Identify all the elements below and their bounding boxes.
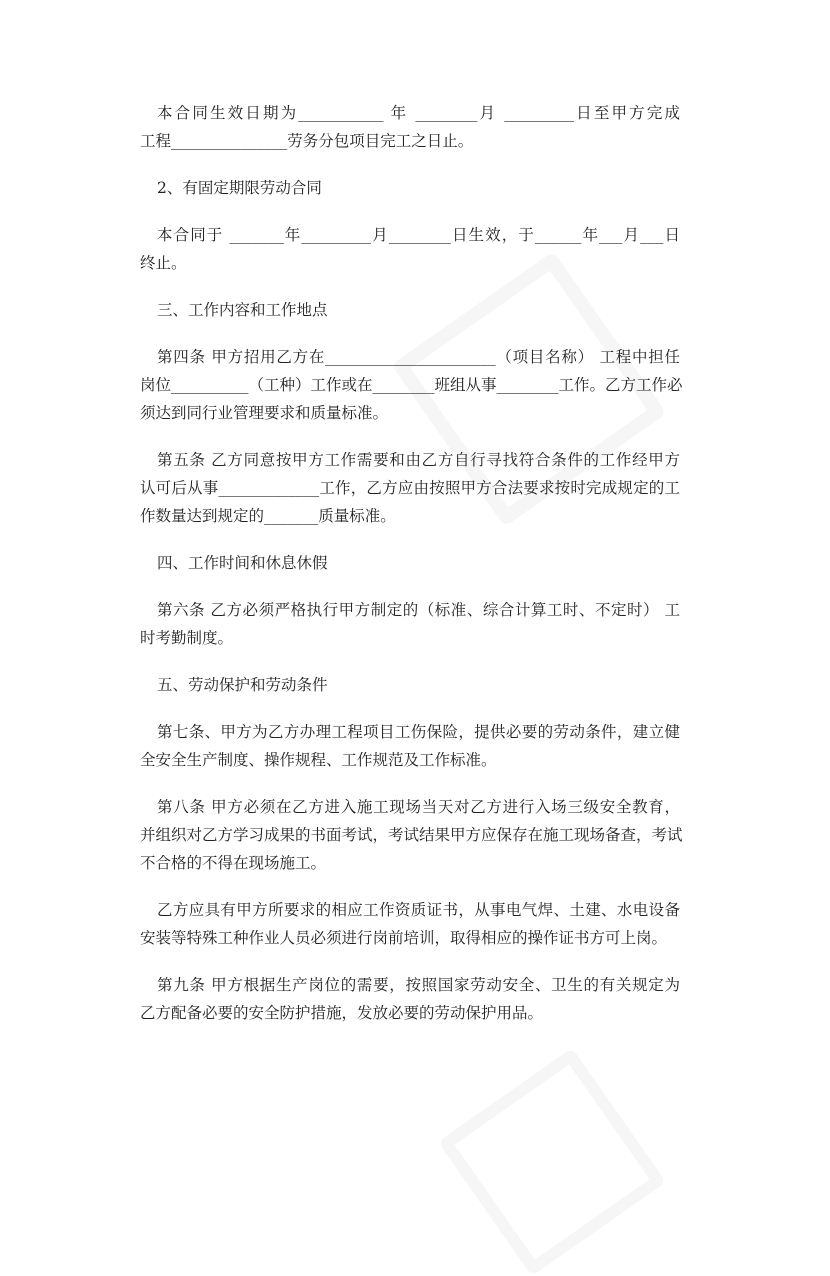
text-line: 安装等特殊工种作业人员必须进行岗前培训，取得相应的操作证书方可上岗。: [140, 929, 668, 947]
text-line: 四、工作时间和休息休假: [157, 554, 328, 572]
paragraph: [140, 718, 680, 774]
text-line: 作数量达到规定的_______质量标准。: [140, 507, 396, 525]
paragraph: [140, 99, 680, 155]
paragraph: [140, 971, 680, 1027]
text-line: 本合同生效日期为___________ 年 ________月 _________日至甲方完成: [157, 104, 680, 122]
text-line: 第六条 乙方必须严格执行甲方制定的（标准、综合计算工时、不定时） 工: [157, 601, 680, 619]
paragraph: [140, 174, 680, 202]
text-line: 五、劳动保护和劳动条件: [157, 676, 328, 694]
text-line: 全安全生产制度、操作规程、工作规范及工作标准。: [140, 751, 497, 769]
paragraph: [140, 549, 680, 577]
text-line: 乙方应具有甲方所要求的相应工作资质证书，从事电气焊、土建、水电设备: [157, 901, 680, 919]
text-line: 第九条 甲方根据生产岗位的需要，按照国家劳动安全、卫生的有关规定为: [157, 976, 680, 994]
text-line: 并组织对乙方学习成果的书面考试，考试结果甲方应保存在施工现场备查，考试: [140, 826, 683, 844]
paragraph: [140, 793, 683, 877]
text-line: 第四条 甲方招用乙方在______________________（项目名称） 工程中担任: [157, 348, 680, 366]
document-body: [140, 99, 683, 1046]
text-line: 须达到同行业管理要求和质量标准。: [140, 404, 389, 422]
paragraph: [140, 896, 680, 952]
text-line: 第七条、甲方为乙方办理工程项目工伤保险，提供必要的劳动条件，建立健: [157, 723, 680, 741]
text-line: 时考勤制度。: [140, 629, 234, 647]
text-line: 终止。: [140, 254, 187, 272]
paragraph: [140, 596, 680, 652]
watermark-stamp: [438, 1048, 666, 1276]
text-line: 工程_______________劳务分包项目完工之日止。: [140, 132, 474, 150]
paragraph: [140, 446, 680, 530]
text-line: 乙方配备必要的安全防护措施，发放必要的劳动保护用品。: [140, 1004, 544, 1022]
text-line: 认可后从事_____________工作，乙方应由按照甲方合法要求按时完成规定的工: [140, 479, 680, 497]
paragraph: [140, 343, 683, 427]
text-line: 2、有固定期限劳动合同: [157, 179, 322, 197]
paragraph: [140, 296, 680, 324]
text-line: 第八条 甲方必须在乙方进入施工现场当天对乙方进行入场三级安全教育，: [157, 798, 680, 816]
paragraph: [140, 221, 680, 277]
text-line: 本合同于 _______年_________月________日生效，于______年___月___日: [157, 226, 680, 244]
text-line: 不合格的不得在现场施工。: [140, 854, 327, 872]
text-line: 三、工作内容和工作地点: [157, 301, 328, 319]
text-line: 第五条 乙方同意按甲方工作需要和由乙方自行寻找符合条件的工作经甲方: [157, 451, 680, 469]
paragraph: [140, 671, 680, 699]
text-line: 岗位__________（工种）工作或在________班组从事________工作。乙方工作必: [140, 376, 683, 394]
